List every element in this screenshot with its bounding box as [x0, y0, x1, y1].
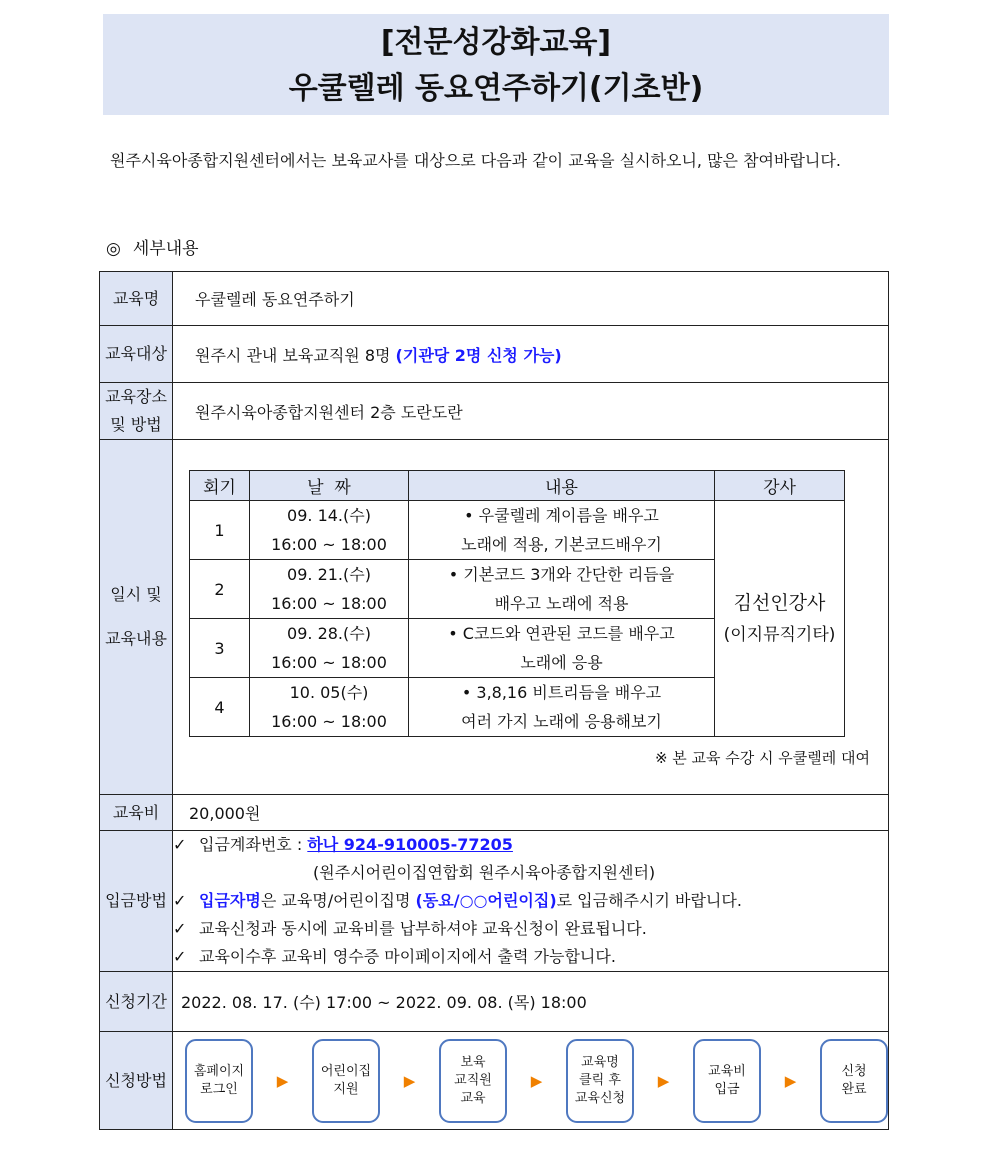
header-session: 회기 [190, 471, 250, 501]
method-cell [173, 1032, 889, 1130]
time-text: 16:00 ~ 18:00 [271, 594, 387, 613]
label-fee: 교육비 [100, 795, 173, 831]
session-content [409, 619, 715, 678]
step-complete: 신청 완료 [820, 1039, 888, 1123]
depositor-suffix: 로 입금해주시기 바랍니다. [556, 891, 742, 910]
check-icon: ✓ [173, 947, 187, 966]
label-schedule [100, 440, 173, 795]
arrow-right-icon: ▶ [530, 1071, 543, 1090]
session-content [409, 678, 715, 737]
header-instructor: 강사 [715, 471, 845, 501]
value-fee: 20,000원 [173, 795, 889, 831]
depositor-example: (동요/○○어린이집) [415, 891, 557, 910]
payment-note-2: 교육이수후 교육비 영수증 마이페이지에서 출력 가능합니다. [199, 947, 616, 966]
label-target: 교육대상 [100, 326, 173, 383]
schedule-cell [173, 440, 889, 795]
session-date [250, 678, 409, 737]
check-icon: ✓ [173, 919, 187, 938]
section-title: 세부내용 [132, 239, 199, 259]
value-name: 우쿨렐레 동요연주하기 [173, 272, 889, 326]
session-no: 2 [190, 560, 250, 619]
date-text: 10. 05(수) [289, 683, 369, 702]
session-content [409, 501, 715, 560]
depositor-label: 입금자명 [199, 891, 261, 910]
value-target [173, 326, 889, 383]
account-holder: (원주시어린이집연합회 원주시육아종합지원센터) [313, 863, 656, 882]
section-heading [106, 234, 211, 259]
content-line: 여러 가지 노래에 응용해보기 [461, 712, 662, 731]
process-steps [173, 1032, 888, 1129]
schedule-table [189, 470, 845, 737]
date-text: 09. 14.(수) [287, 506, 371, 525]
session-content [409, 560, 715, 619]
label-schedule-line2: 교육내용 [105, 629, 167, 648]
payment-cell [173, 831, 889, 972]
instructor-org: (이지뮤직기타) [723, 624, 836, 645]
content-line: • 3,8,16 비트리듬을 배우고 [461, 683, 662, 702]
value-place: 원주시육아종합지원센터 2층 도란도란 [173, 383, 889, 440]
check-icon: ✓ [173, 891, 187, 910]
target-highlight: (기관당 2명 신청 가능) [395, 345, 562, 365]
schedule-row [190, 501, 845, 560]
label-place [100, 383, 173, 440]
arrow-right-icon: ▶ [657, 1071, 670, 1090]
session-date [250, 501, 409, 560]
content-line: 배우고 노래에 적용 [494, 594, 629, 613]
header-date: 날 짜 [250, 471, 409, 501]
label-place-line2: 및 방법 [110, 415, 162, 434]
instructor-name: 김선인강사 [733, 591, 826, 614]
label-payment: 입금방법 [100, 831, 173, 972]
rental-note: ※ 본 교육 수강 시 우쿨렐레 대여 [654, 749, 870, 767]
payment-line-depositor [173, 887, 888, 915]
payment-line-account [173, 831, 888, 859]
date-text: 09. 21.(수) [287, 565, 371, 584]
date-text: 09. 28.(수) [287, 624, 371, 643]
payment-line-4 [173, 943, 888, 971]
step-daycare-support: 어린이집 지원 [312, 1039, 380, 1123]
session-date [250, 619, 409, 678]
content-line: 노래에 응용 [520, 653, 603, 672]
depositor-text: 은 교육명/어린이집명 [260, 891, 416, 910]
session-date [250, 560, 409, 619]
step-apply: 교육명 클릭 후 교육신청 [566, 1039, 634, 1123]
content-line: • C코드와 연관된 코드를 배우고 [448, 624, 675, 643]
label-period: 신청기간 [100, 972, 173, 1032]
session-no: 3 [190, 619, 250, 678]
payment-line-3 [173, 915, 888, 943]
intro-text: 원주시육아종합지원센터에서는 보육교사를 대상으로 다음과 같이 교육을 실시하오니, 많은 참여바랍니다. [110, 151, 841, 170]
title-banner [103, 14, 889, 115]
session-no: 1 [190, 501, 250, 560]
label-name: 교육명 [100, 272, 173, 326]
session-no: 4 [190, 678, 250, 737]
time-text: 16:00 ~ 18:00 [271, 653, 387, 672]
check-icon: ✓ [173, 835, 187, 854]
target-text: 원주시 관내 보육교직원 8명 [195, 345, 396, 365]
instructor-cell [715, 501, 845, 737]
content-line: 노래에 적용, 기본코드배우기 [461, 535, 662, 554]
label-place-line1: 교육장소 [105, 387, 167, 406]
arrow-right-icon: ▶ [403, 1071, 416, 1090]
details-table [99, 271, 889, 1130]
section-symbol: ◎ [106, 239, 121, 259]
step-payment: 교육비 입금 [693, 1039, 761, 1123]
content-line: • 우쿨렐레 계이름을 배우고 [464, 506, 659, 525]
step-login: 홈페이지 로그인 [185, 1039, 253, 1123]
time-text: 16:00 ~ 18:00 [271, 712, 387, 731]
time-text: 16:00 ~ 18:00 [271, 535, 387, 554]
content-line: • 기본코드 3개와 간단한 리듬을 [448, 565, 675, 584]
payment-note-1: 교육신청과 동시에 교육비를 납부하셔야 교육신청이 완료됩니다. [199, 919, 647, 938]
value-period: 2022. 08. 17. (수) 17:00 ~ 2022. 09. 08. (목) 18:00 [173, 972, 889, 1032]
label-schedule-line1: 일시 및 [110, 585, 162, 604]
title-line-2: 우쿨렐레 동요연주하기(기초반) [288, 71, 704, 106]
arrow-right-icon: ▶ [784, 1071, 797, 1090]
account-label: 입금계좌번호 : [199, 835, 308, 854]
title-line-1: [전문성강화교육] [380, 25, 612, 60]
header-content: 내용 [409, 471, 715, 501]
account-number[interactable]: 하나 924-910005-77205 [307, 835, 513, 854]
arrow-right-icon: ▶ [276, 1071, 289, 1090]
step-staff-education: 보육 교직원 교육 [439, 1039, 507, 1123]
label-method: 신청방법 [100, 1032, 173, 1130]
